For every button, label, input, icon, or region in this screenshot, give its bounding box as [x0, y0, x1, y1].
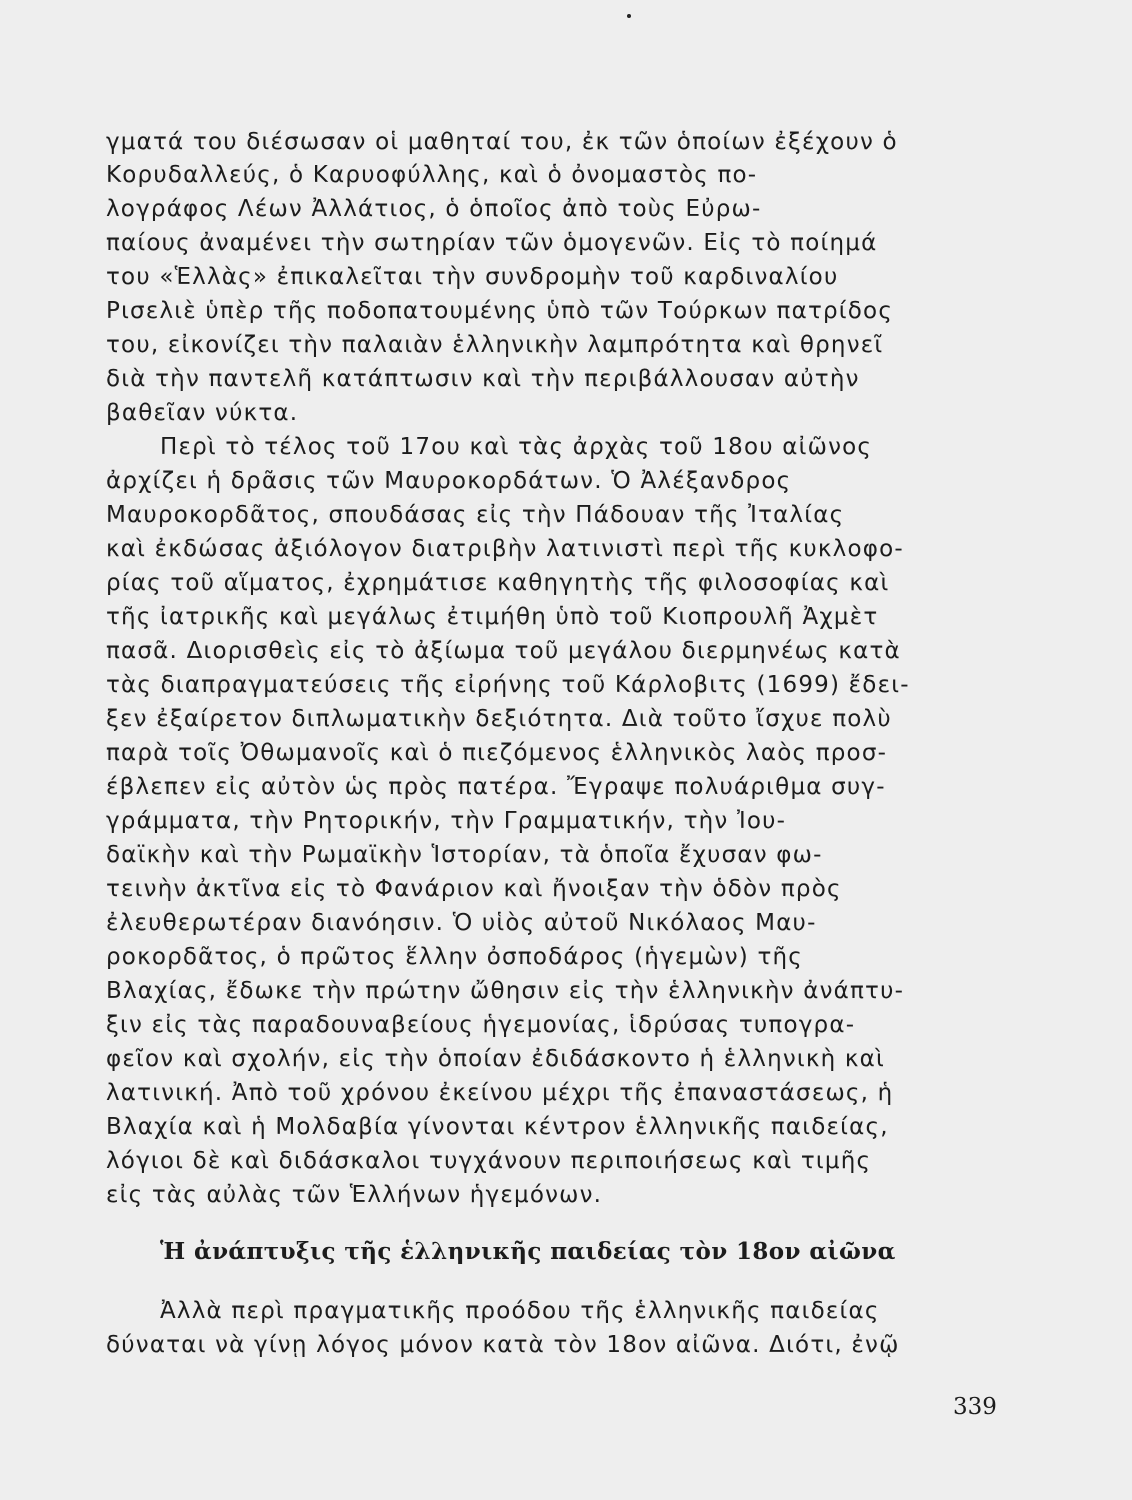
text-line: Ρισελιὲ ὑπὲρ τῆς ποδοπατουμένης ὑπὸ τῶν Τούρκων πατρίδος [106, 298, 894, 324]
text-line: φεῖον καὶ σχολήν, εἰς τὴν ὁποίαν ἐδιδάσκοντο ἡ ἑλληνικὴ καὶ [106, 1046, 886, 1072]
text-line: γματά του διέσωσαν οἱ μαθηταί του, ἐκ τῶν ὁποίων ἐξέχουν ὁ [106, 129, 898, 155]
text-line: βαθεῖαν νύκτα. [106, 400, 299, 426]
text-line: γράμματα, τὴν Ρητορικήν, τὴν Γραμματικήν, τὴν Ἰου- [106, 808, 787, 834]
paragraph-first-line: Περὶ τὸ τέλος τοῦ 17ου καὶ τὰς ἀρχὰς τοῦ 18ου αἰῶνος [160, 434, 873, 460]
text-line: παρὰ τοῖς Ὀθωμανοῖς καὶ ὁ πιεζόμενος ἑλληνικὸς λαὸς προσ- [106, 740, 888, 766]
text-line: δύναται νὰ γίνῃ λόγος μόνον κατὰ τὸν 18ον αἰῶνα. Διότι, ἐνῷ [106, 1332, 900, 1358]
text-line: πασᾶ. Διορισθεὶς εἰς τὸ ἀξίωμα τοῦ μεγάλου διερμηνέως κατὰ [106, 638, 901, 664]
text-line: του «Ἑλλὰς» ἐπικαλεῖται τὴν συνδρομὴν τοῦ καρδιναλίου [106, 264, 839, 290]
text-line: του, εἰκονίζει τὴν παλαιὰν ἑλληνικὴν λαμπρότητα καὶ θρηνεῖ [106, 332, 884, 358]
text-line: ξεν ἐξαίρετον διπλωματικὴν δεξιότητα. Διὰ τοῦτο ἴσχυε πολὺ [106, 706, 892, 732]
text-line: τεινὴν ἀκτῖνα εἰς τὸ Φανάριον καὶ ἤνοιξαν τὴν ὁδὸν πρὸς [106, 876, 842, 902]
text-line: ρίας τοῦ αἵματος, ἐχρημάτισε καθηγητὴς τῆς φιλοσοφίας καὶ [106, 570, 890, 596]
text-line: ξιν εἰς τὰς παραδουναβείους ἡγεμονίας, ἱδρύσας τυπογρα- [106, 1012, 856, 1038]
text-line: ροκορδᾶτος, ὁ πρῶτος ἕλλην ὀσποδάρος (ἡγεμὼν) τῆς [106, 944, 804, 970]
text-line: δαϊκὴν καὶ τὴν Ρωμαϊκὴν Ἱστορίαν, τὰ ὁποῖα ἔχυσαν φω- [106, 842, 823, 868]
text-line: λατινική. Ἀπὸ τοῦ χρόνου ἐκείνου μέχρι τῆς ἐπαναστάσεως, ἡ [106, 1080, 894, 1106]
text-line: ἐλευθερωτέραν διανόησιν. Ὁ υἱὸς αὐτοῦ Νικόλαος Μαυ- [106, 910, 817, 936]
text-line: λόγιοι δὲ καὶ διδάσκαλοι τυγχάνουν περιποιήσεως καὶ τιμῆς [106, 1148, 872, 1174]
text-line: Βλαχίας, ἔδωκε τὴν πρώτην ὤθησιν εἰς τὴν ἑλληνικὴν ἀνάπτυ- [106, 978, 905, 1004]
text-line: τῆς ἰατρικῆς καὶ μεγάλως ἐτιμήθη ὑπὸ τοῦ Κιοπρουλῆ Ἀχμὲτ [106, 604, 879, 630]
text-line: τὰς διαπραγματεύσεις τῆς εἰρήνης τοῦ Κάρλοβιτς (1699) ἔδει- [106, 672, 910, 698]
text-line: παίους ἀναμένει τὴν σωτηρίαν τῶν ὁμογενῶν. Εἰς τὸ ποίημά [106, 230, 878, 256]
text-line: Βλαχία καὶ ἡ Μολδαβία γίνονται κέντρον ἑλληνικῆς παιδείας, [106, 1114, 889, 1140]
page-number: 339 [953, 1394, 997, 1420]
text-line: έβλεπεν εἰς αὐτὸν ὡς πρὸς πατέρα. Ἔγραψε πολυάριθμα συγ- [106, 774, 886, 800]
text-line: καὶ ἐκδώσας ἀξιόλογον διατριβὴν λατινιστὶ περὶ τῆς κυκλοφο- [106, 536, 904, 562]
text-line: εἰς τὰς αὐλὰς τῶν Ἑλλήνων ἡγεμόνων. [106, 1182, 603, 1208]
print-speck [627, 14, 631, 18]
paragraph-first-line: Ἀλλὰ περὶ πραγματικῆς προόδου τῆς ἑλληνικῆς παιδείας [160, 1298, 880, 1324]
text-line: ἀρχίζει ἡ δρᾶσις τῶν Μαυροκορδάτων. Ὁ Ἀλέξανδρος [106, 468, 792, 494]
text-line: Κορυδαλλεύς, ὁ Καρυοφύλλης, καὶ ὁ ὀνομαστὸς πο- [106, 162, 758, 188]
text-line: Μαυροκορδᾶτος, σπουδάσας εἰς τὴν Πάδουαν τῆς Ἰταλίας [106, 502, 845, 528]
text-line: λογράφος Λέων Ἀλλάτιος, ὁ ὁποῖος ἀπὸ τοὺς Εὐρω- [106, 196, 762, 222]
section-heading: Ἡ ἀνάπτυξις τῆς ἑλληνικῆς παιδείας τὸν 18ον αἰῶνα [160, 1238, 896, 1265]
text-line: διὰ τὴν παντελῆ κατάπτωσιν καὶ τὴν περιβάλλουσαν αὐτὴν [106, 366, 860, 392]
